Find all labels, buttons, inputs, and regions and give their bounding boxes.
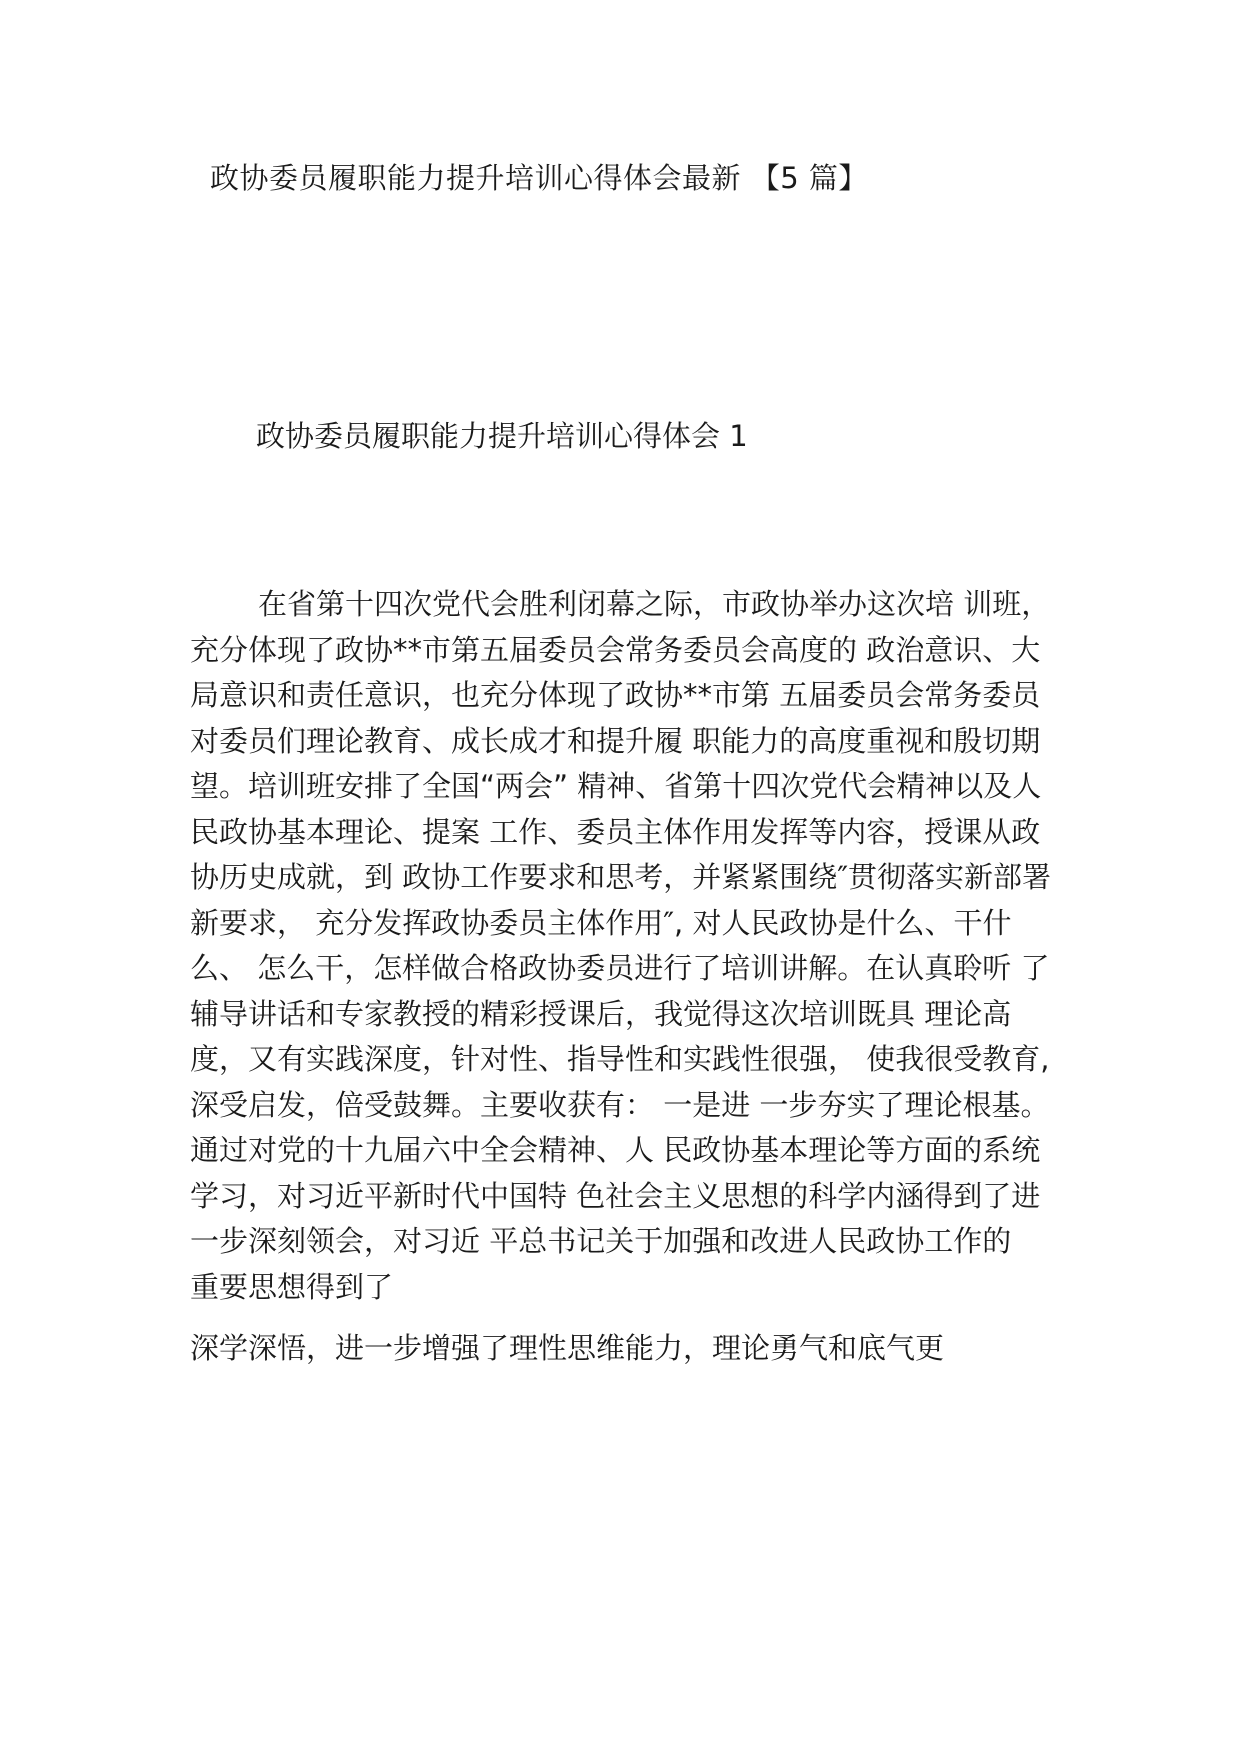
paragraph-line: 充分体现了政协**市第五届委员会常务委员会高度的 政治意识、大 xyxy=(190,632,1041,667)
paragraph-line: 度，又有实践深度，针对性、指导性和实践性很强， 使我很受教育, xyxy=(190,1042,1050,1076)
paragraph-line: 深受启发，倍受鼓舞。主要收获有： 一是进 一步夯实了理论根基。 xyxy=(190,1087,1050,1122)
paragraph-line: 民政协基本理论、提案 工作、委员主体作用发挥等内容，授课从政 xyxy=(190,814,1041,849)
paragraph-line: 局意识和责任意识，也充分体现了政协**市第 五届委员会常务委员 xyxy=(190,678,1041,712)
paragraph-line: 一步深刻领会，对习近 平总书记关于加强和改进人民政协工作的 xyxy=(190,1224,1012,1258)
paragraph-line: 学习，对习近平新时代中国特 色社会主义思想的科学内涵得到了进 xyxy=(190,1178,1041,1213)
paragraph-line: 协历史成就，到 政协工作要求和思考，并紧紧围绕″贯彻落实新部署 xyxy=(190,860,1052,894)
paragraph-line: 新要求， 充分发挥政协委员主体作用″, 对人民政协是什么、干什 xyxy=(190,905,1012,940)
continuation-line: 深学深悟，进一步增强了理性思维能力，理论勇气和底气更 xyxy=(190,1331,945,1365)
section-heading: 政协委员履职能力提升培训心得体会 1 xyxy=(256,419,748,453)
body-paragraph xyxy=(190,582,1190,1310)
paragraph-line: 么、 怎么干，怎样做合格政协委员进行了培训讲解。在认真聆听 了 xyxy=(190,951,1050,985)
document-title: 政协委员履职能力提升培训心得体会最新 【5 篇】 xyxy=(210,161,868,195)
paragraph-line: 在省第十四次党代会胜利闭幕之际，市政协举办这次培 训班， xyxy=(258,587,1051,621)
paragraph-line: 重要思想得到了 xyxy=(190,1269,394,1304)
paragraph-line: 望。培训班安排了全国“两会” 精神、省第十四次党代会精神以及人 xyxy=(190,769,1042,803)
paragraph-line: 通过对党的十九届六中全会精神、人 民政协基本理论等方面的系统 xyxy=(190,1133,1041,1167)
paragraph-line: 辅导讲话和专家教授的精彩授课后，我觉得这次培训既具 理论高 xyxy=(190,996,1012,1031)
paragraph-line: 对委员们理论教育、成长成才和提升履 职能力的高度重视和殷切期 xyxy=(190,723,1041,758)
